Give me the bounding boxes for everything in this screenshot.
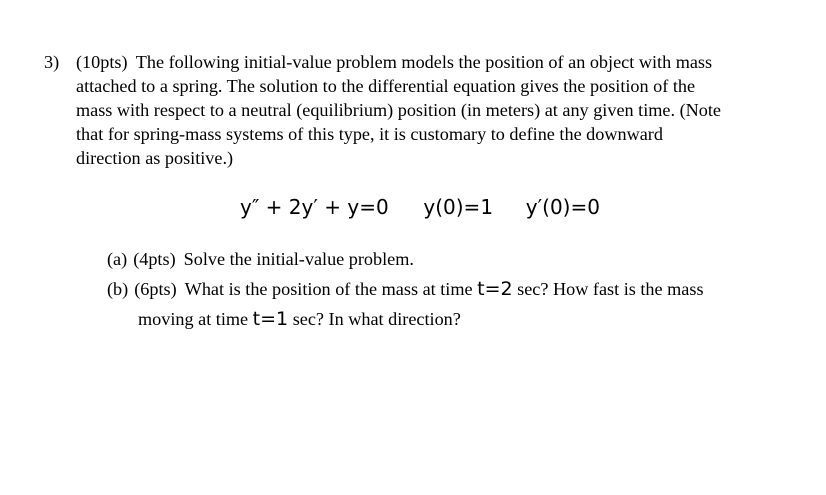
differential-equation bbox=[240, 193, 600, 221]
problem-points: (10pts) bbox=[76, 52, 128, 72]
part-b-time-2: t=1 bbox=[252, 308, 289, 330]
part-b-points: (6pts) bbox=[134, 279, 177, 299]
initial-condition-velocity: y′(0)=0 bbox=[525, 195, 600, 219]
statement-line-2: attached to a spring. The solution to the differential equation gives the position of the bbox=[76, 76, 696, 96]
part-b-label: (b) bbox=[107, 279, 129, 299]
part-b-text-1: What is the position of the mass at time bbox=[184, 279, 473, 299]
statement-line-3: mass with respect to a neutral (equilibrium) position (in meters) at any given time. (Note bbox=[76, 100, 721, 120]
part-a-label: (a) bbox=[107, 249, 128, 269]
part-b-time-1: t=2 bbox=[477, 278, 513, 300]
problem-statement bbox=[76, 50, 816, 170]
ode: y″ + 2y′ + y=0 bbox=[240, 195, 389, 219]
statement-line-5: direction as positive.) bbox=[76, 148, 234, 168]
problem-number: 3) bbox=[44, 52, 60, 72]
part-a-text: Solve the initial-value problem. bbox=[183, 249, 414, 269]
part-b-continued bbox=[107, 304, 807, 334]
problem-3 bbox=[44, 50, 816, 170]
statement-line-4: that for spring-mass systems of this type, it is customary to define the downward bbox=[76, 124, 663, 144]
part-b bbox=[107, 274, 807, 304]
part-a-points: (4pts) bbox=[133, 249, 176, 269]
initial-condition-position: y(0)=1 bbox=[423, 195, 494, 219]
problem-parts bbox=[107, 244, 807, 334]
part-a bbox=[107, 244, 807, 274]
part-b-text-2: sec? How fast is the mass bbox=[517, 279, 704, 299]
part-b-text-3: moving at time bbox=[138, 309, 249, 329]
part-b-text-4: sec? In what direction? bbox=[292, 309, 461, 329]
statement-line-1: (10pts) The following initial-value problem models the position of an object with mass bbox=[76, 52, 713, 72]
